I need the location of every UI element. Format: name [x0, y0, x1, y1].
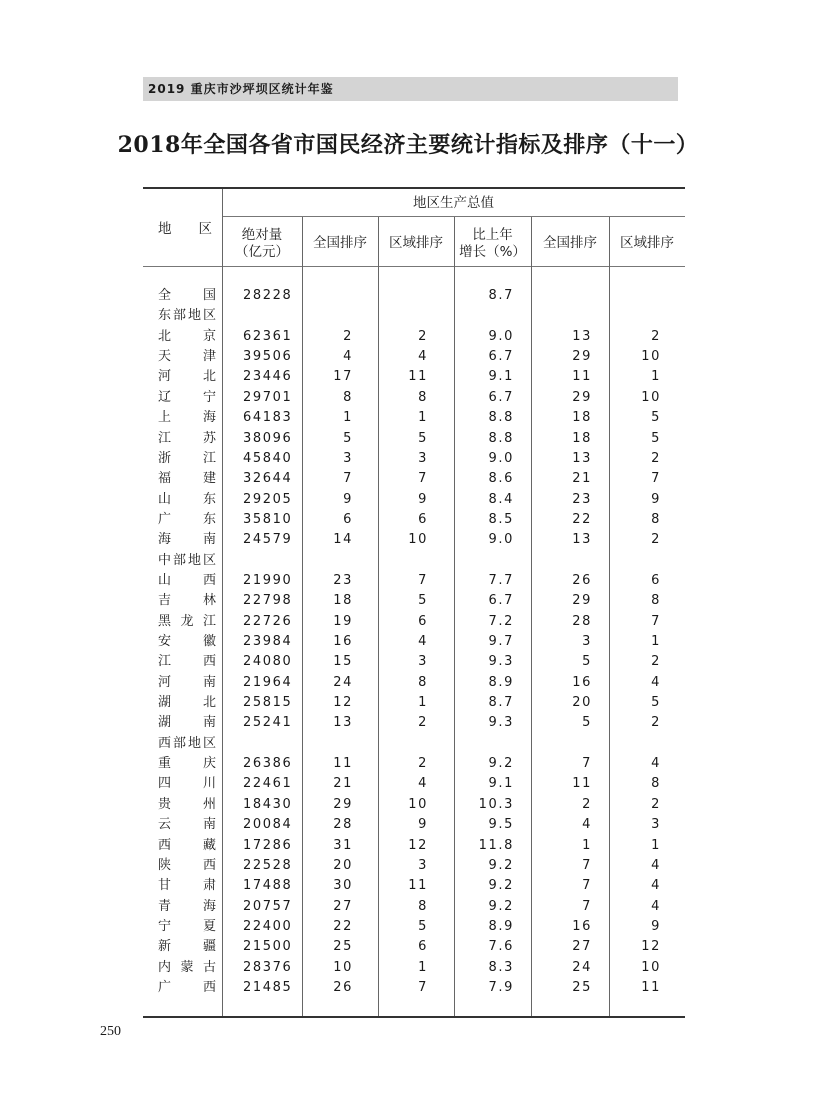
cell-growth-regional-rank: 8 — [651, 511, 661, 527]
cell-growth: 7.2 — [488, 613, 514, 629]
cell-growth-regional-rank: 10 — [641, 349, 661, 365]
cell-growth-regional-rank: 2 — [651, 796, 661, 812]
cell-growth: 9.5 — [488, 817, 514, 833]
cell-growth-regional-rank: 2 — [651, 715, 661, 731]
cell-growth: 11.8 — [478, 837, 514, 853]
cell-regional-rank: 12 — [408, 837, 428, 853]
cell-growth: 9.2 — [488, 857, 514, 873]
region-name: 北京 — [158, 328, 216, 344]
running-header: 2019 重庆市沙坪坝区统计年鉴 — [148, 82, 334, 96]
header-abs-line1: 绝对量 — [241, 227, 283, 243]
cell-regional-rank — [380, 286, 428, 306]
region-name: 海南 — [158, 532, 216, 548]
region-name: 湖南 — [158, 715, 216, 731]
region-name: 福建 — [158, 471, 216, 487]
cell-gdp-absolute: 39506 — [243, 349, 293, 365]
cell-growth-national-rank: 22 — [572, 511, 592, 527]
region-name: 黑龙江 — [158, 613, 216, 629]
cell-gdp-absolute: 21485 — [243, 979, 293, 995]
cell-gdp-absolute: 35810 — [243, 511, 293, 527]
cell-regional-rank: 3 — [418, 857, 428, 873]
cell-regional-rank: 11 — [408, 369, 428, 385]
cell-gdp-absolute: 20757 — [243, 898, 293, 914]
cell-national-rank: 2 — [343, 328, 353, 344]
cell-growth: 9.2 — [488, 756, 514, 771]
cell-regional-rank: 4 — [418, 776, 428, 792]
region-name: 浙江 — [158, 450, 216, 466]
cell-gdp-absolute: 23984 — [243, 634, 293, 649]
cell-gdp-absolute: 25815 — [243, 695, 293, 710]
cell-regional-rank: 1 — [418, 959, 428, 975]
cell-growth: 7.7 — [488, 572, 514, 588]
cell-growth-regional-rank: 2 — [651, 450, 661, 466]
cell-regional-rank: 7 — [418, 471, 428, 487]
region-name: 湖北 — [158, 695, 216, 710]
cell-growth: 8.5 — [488, 511, 514, 527]
region-name: 青海 — [158, 898, 216, 914]
cell-national-rank: 6 — [343, 511, 353, 527]
cell-gdp-absolute: 23446 — [243, 369, 293, 385]
cell-growth-national-rank: 13 — [572, 450, 592, 466]
cell-gdp-absolute: 64183 — [243, 410, 293, 426]
cell-growth: 8.8 — [488, 430, 514, 446]
cell-gdp-absolute: 17286 — [243, 837, 293, 853]
cell-regional-rank: 11 — [408, 878, 428, 894]
region-name: 广西 — [158, 979, 216, 995]
cell-growth-regional-rank: 1 — [651, 369, 661, 385]
region-name: 山西 — [158, 572, 216, 588]
cell-growth-national-rank: 3 — [582, 634, 592, 649]
cell-regional-rank: 4 — [418, 349, 428, 365]
cell-national-rank: 16 — [333, 634, 353, 649]
table-bottom-rule — [143, 1016, 685, 1018]
header-region: 地 区 — [158, 221, 212, 237]
region-name: 安徽 — [158, 634, 216, 649]
cell-regional-rank: 3 — [418, 450, 428, 466]
region-name: 重庆 — [158, 756, 216, 771]
region-name: 新疆 — [158, 939, 216, 955]
cell-growth: 9.2 — [488, 878, 514, 894]
cell-growth-national-rank: 2 — [582, 796, 592, 812]
cell-gdp-absolute: 21500 — [243, 939, 293, 955]
col-divider — [454, 217, 455, 1016]
cell-gdp-absolute: 22400 — [243, 918, 293, 934]
cell-growth-regional-rank: 8 — [651, 593, 661, 609]
cell-growth-national-rank: 7 — [582, 878, 592, 894]
cell-national-rank: 28 — [333, 817, 353, 833]
cell-regional-rank: 5 — [418, 430, 428, 446]
cell-national-rank: 1 — [343, 410, 353, 426]
header-regional-rank: 区域排序 — [389, 235, 443, 251]
cell-growth: 9.3 — [488, 715, 514, 731]
cell-growth: 8.6 — [488, 471, 514, 487]
cell-national-rank: 13 — [333, 715, 353, 731]
cell-regional-rank: 6 — [418, 939, 428, 955]
cell-growth: 8.3 — [488, 959, 514, 975]
cell-growth-national-rank: 29 — [572, 593, 592, 609]
cell-gdp-absolute: 29205 — [243, 491, 293, 507]
cell-national-rank: 25 — [333, 939, 353, 955]
cell-regional-rank: 4 — [418, 634, 428, 649]
cell-growth-national-rank — [535, 286, 592, 306]
cell-regional-rank: 3 — [418, 654, 428, 670]
cell-growth: 9.3 — [488, 654, 514, 670]
cell-growth-regional-rank: 10 — [641, 389, 661, 405]
cell-gdp-absolute: 21964 — [243, 674, 293, 690]
cell-national-rank: 3 — [343, 450, 353, 466]
cell-regional-rank: 1 — [418, 695, 428, 710]
cell-growth-regional-rank: 11 — [641, 979, 661, 995]
cell-gdp-absolute: 26386 — [243, 756, 293, 771]
region-name: 河北 — [158, 369, 216, 385]
cell-regional-rank: 1 — [418, 410, 428, 426]
region-name: 贵州 — [158, 796, 216, 812]
cell-gdp-absolute: 24080 — [243, 654, 293, 670]
region-name: 陕西 — [158, 857, 216, 873]
cell-regional-rank: 2 — [418, 328, 428, 344]
region-name: 山东 — [158, 491, 216, 507]
cell-growth-national-rank: 29 — [572, 349, 592, 365]
cell-growth: 9.1 — [488, 776, 514, 792]
region-group-label: 西部地区 — [158, 735, 219, 751]
cell-regional-rank: 6 — [418, 511, 428, 527]
page-number: 250 — [100, 1024, 121, 1039]
cell-growth-national-rank: 7 — [582, 756, 592, 771]
cell-growth-national-rank: 7 — [582, 857, 592, 873]
cell-growth-national-rank: 26 — [572, 572, 592, 588]
region-name: 西藏 — [158, 837, 216, 853]
region-name: 上海 — [158, 410, 216, 426]
cell-growth: 10.3 — [478, 796, 514, 812]
region-group-label: 东部地区 — [158, 308, 219, 324]
cell-growth-regional-rank: 9 — [651, 918, 661, 934]
cell-regional-rank: 2 — [418, 715, 428, 731]
cell-growth-regional-rank: 2 — [651, 532, 661, 548]
cell-gdp-absolute: 22798 — [243, 593, 293, 609]
cell-gdp-absolute: 28228 — [243, 288, 293, 303]
region-name: 江西 — [158, 654, 216, 670]
cell-national-rank: 19 — [333, 613, 353, 629]
region-name: 内蒙古 — [158, 959, 216, 975]
region-name: 全国 — [158, 288, 216, 303]
cell-growth-national-rank: 11 — [572, 776, 592, 792]
cell-national-rank: 23 — [333, 572, 353, 588]
cell-national-rank: 7 — [343, 471, 353, 487]
cell-gdp-absolute: 22461 — [243, 776, 293, 792]
cell-national-rank: 5 — [343, 430, 353, 446]
region-name: 甘肃 — [158, 878, 216, 894]
cell-growth-national-rank: 5 — [582, 715, 592, 731]
cell-national-rank: 15 — [333, 654, 353, 670]
cell-growth: 8.9 — [488, 918, 514, 934]
cell-growth-regional-rank: 2 — [651, 654, 661, 670]
cell-growth-national-rank: 13 — [572, 532, 592, 548]
cell-growth-national-rank: 28 — [572, 613, 592, 629]
cell-growth-national-rank: 23 — [572, 491, 592, 507]
cell-national-rank: 26 — [333, 979, 353, 995]
cell-growth-national-rank: 29 — [572, 389, 592, 405]
cell-growth-national-rank: 21 — [572, 471, 592, 487]
cell-growth-regional-rank: 12 — [641, 939, 661, 955]
cell-gdp-absolute: 28376 — [243, 959, 293, 975]
cell-growth-regional-rank: 10 — [641, 959, 661, 975]
cell-national-rank: 22 — [333, 918, 353, 934]
cell-growth-regional-rank: 1 — [651, 837, 661, 853]
cell-growth-regional-rank: 7 — [651, 471, 661, 487]
cell-growth-national-rank: 11 — [572, 369, 592, 385]
cell-gdp-absolute: 20084 — [243, 817, 293, 833]
cell-growth-regional-rank: 1 — [651, 634, 661, 649]
cell-regional-rank: 8 — [418, 898, 428, 914]
cell-gdp-absolute: 45840 — [243, 450, 293, 466]
cell-growth-national-rank: 13 — [572, 328, 592, 344]
cell-growth: 7.9 — [488, 979, 514, 995]
cell-national-rank: 18 — [333, 593, 353, 609]
region-name: 宁夏 — [158, 918, 216, 934]
cell-national-rank: 31 — [333, 837, 353, 853]
cell-gdp-absolute: 17488 — [243, 878, 293, 894]
header-growth-regional-rank: 区域排序 — [620, 235, 674, 251]
cell-growth-national-rank: 25 — [572, 979, 592, 995]
cell-growth: 9.7 — [488, 634, 514, 649]
cell-growth: 8.7 — [488, 288, 514, 303]
cell-growth-regional-rank: 7 — [651, 613, 661, 629]
page-title: 2018年全国各省市国民经济主要统计指标及排序（十一） — [117, 132, 699, 158]
cell-growth-national-rank: 27 — [572, 939, 592, 955]
cell-growth-national-rank: 18 — [572, 410, 592, 426]
cell-growth: 8.4 — [488, 491, 514, 507]
cell-growth-national-rank: 16 — [572, 918, 592, 934]
cell-national-rank: 20 — [333, 857, 353, 873]
region-name: 辽宁 — [158, 389, 216, 405]
cell-regional-rank: 8 — [418, 389, 428, 405]
header-abs-line2: （亿元） — [235, 244, 289, 260]
cell-growth-national-rank: 16 — [572, 674, 592, 690]
region-name: 河南 — [158, 674, 216, 690]
region-name: 吉林 — [158, 593, 216, 609]
cell-growth-regional-rank — [615, 286, 661, 306]
cell-growth-regional-rank: 9 — [651, 491, 661, 507]
header-gdp-group: 地区生产总值 — [413, 195, 494, 211]
cell-growth: 9.1 — [488, 369, 514, 385]
cell-growth: 9.2 — [488, 898, 514, 914]
cell-growth: 9.0 — [488, 532, 514, 548]
cell-national-rank: 9 — [343, 491, 353, 507]
cell-gdp-absolute: 32644 — [243, 471, 293, 487]
region-name: 云南 — [158, 817, 216, 833]
cell-growth-regional-rank: 3 — [651, 817, 661, 833]
cell-growth-national-rank: 4 — [582, 817, 592, 833]
cell-national-rank: 24 — [333, 674, 353, 690]
table-top-rule — [143, 187, 685, 189]
region-name: 江苏 — [158, 430, 216, 446]
region-group-label: 中部地区 — [158, 552, 219, 568]
col-divider — [378, 217, 379, 1016]
cell-growth-regional-rank: 5 — [651, 410, 661, 426]
cell-gdp-absolute: 22726 — [243, 613, 293, 629]
col-divider — [531, 217, 532, 1016]
cell-national-rank: 27 — [333, 898, 353, 914]
cell-national-rank — [305, 286, 353, 306]
cell-regional-rank: 7 — [418, 979, 428, 995]
cell-gdp-absolute: 62361 — [243, 328, 293, 344]
cell-growth-regional-rank: 5 — [651, 430, 661, 446]
header-growth-line1: 比上年 — [472, 227, 513, 243]
cell-gdp-absolute: 25241 — [243, 715, 293, 731]
cell-growth: 7.6 — [488, 939, 514, 955]
cell-growth-regional-rank: 8 — [651, 776, 661, 792]
cell-regional-rank: 10 — [408, 532, 428, 548]
col-divider — [609, 217, 610, 1016]
cell-national-rank: 21 — [333, 776, 353, 792]
cell-gdp-absolute: 29701 — [243, 389, 293, 405]
cell-gdp-absolute: 21990 — [243, 572, 293, 588]
cell-growth-national-rank: 5 — [582, 654, 592, 670]
cell-regional-rank: 5 — [418, 593, 428, 609]
cell-national-rank: 11 — [333, 756, 353, 771]
cell-national-rank: 4 — [343, 349, 353, 365]
cell-gdp-absolute: 24579 — [243, 532, 293, 548]
cell-growth: 6.7 — [488, 349, 514, 365]
cell-national-rank: 17 — [333, 369, 353, 385]
cell-regional-rank: 8 — [418, 674, 428, 690]
cell-national-rank: 12 — [333, 695, 353, 710]
cell-growth-national-rank: 18 — [572, 430, 592, 446]
cell-growth-regional-rank: 4 — [651, 857, 661, 873]
header-national-rank: 全国排序 — [313, 235, 367, 251]
cell-growth-regional-rank: 4 — [651, 674, 661, 690]
cell-growth: 8.8 — [488, 410, 514, 426]
cell-gdp-absolute: 18430 — [243, 796, 293, 812]
cell-national-rank: 10 — [333, 959, 353, 975]
cell-growth-regional-rank: 4 — [651, 898, 661, 914]
cell-growth-regional-rank: 4 — [651, 878, 661, 894]
region-name: 广东 — [158, 511, 216, 527]
cell-growth-national-rank: 24 — [572, 959, 592, 975]
cell-growth-national-rank: 20 — [572, 695, 592, 710]
cell-growth-national-rank: 7 — [582, 898, 592, 914]
cell-growth: 6.7 — [488, 593, 514, 609]
cell-growth-regional-rank: 6 — [651, 572, 661, 588]
cell-growth: 6.7 — [488, 389, 514, 405]
cell-growth: 8.9 — [488, 674, 514, 690]
cell-regional-rank: 6 — [418, 613, 428, 629]
header-bottom-rule — [143, 266, 685, 267]
cell-regional-rank: 10 — [408, 796, 428, 812]
header-growth-national-rank: 全国排序 — [543, 235, 597, 251]
cell-growth: 9.0 — [488, 450, 514, 466]
cell-growth-regional-rank: 4 — [651, 756, 661, 771]
region-name: 四川 — [158, 776, 216, 792]
col-divider — [302, 217, 303, 1016]
cell-regional-rank: 9 — [418, 491, 428, 507]
cell-regional-rank: 7 — [418, 572, 428, 588]
cell-national-rank: 30 — [333, 878, 353, 894]
cell-growth-regional-rank: 2 — [651, 328, 661, 344]
cell-regional-rank: 5 — [418, 918, 428, 934]
cell-growth-regional-rank: 5 — [651, 695, 661, 710]
cell-gdp-absolute: 22528 — [243, 857, 293, 873]
region-name: 天津 — [158, 349, 216, 365]
cell-gdp-absolute: 38096 — [243, 430, 293, 446]
cell-national-rank: 14 — [333, 532, 353, 548]
cell-regional-rank: 9 — [418, 817, 428, 833]
cell-growth: 9.0 — [488, 328, 514, 344]
cell-national-rank: 8 — [343, 389, 353, 405]
header-growth-line2: 增长（%） — [459, 244, 526, 260]
cell-growth: 8.7 — [488, 695, 514, 710]
cell-growth-national-rank: 1 — [582, 837, 592, 853]
cell-national-rank: 29 — [333, 796, 353, 812]
cell-regional-rank: 2 — [418, 756, 428, 771]
